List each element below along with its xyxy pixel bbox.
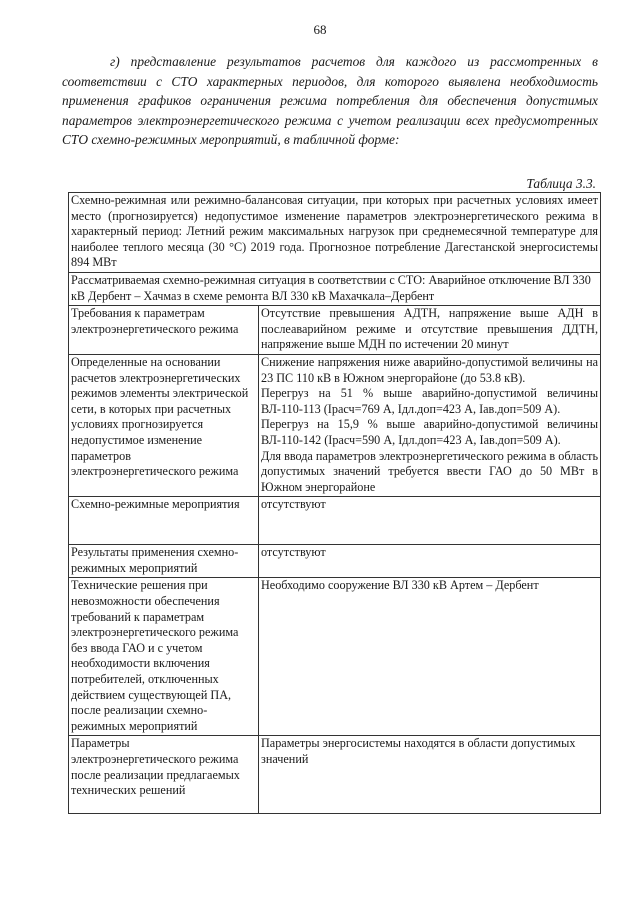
post-parameters-value: Параметры энергосистемы находятся в области допустимых значений [259, 736, 601, 814]
table-row-measures [69, 497, 601, 545]
intro-paragraph: г) представление результатов расчетов для каждого из рассмотренных в соответствии с СТО характерных периодов, для которого выявлена необходимость применения графиков ограничения режима потребления для обеспечения допустимых параметров электроэнергетического режима с учетом реализации всех предусмотренных СТО схемно-режимных мероприятий, в табличной форме: [62, 54, 598, 147]
results-table [68, 192, 601, 814]
results-label: Результаты применения схемно-режимных мероприятий [69, 545, 259, 578]
elements-label: Определенные на основании расчетов электроэнергетических режимов элементы электрической сети, в которых при расчетных условиях прогнозируется недопустимое изменение параметров электроэнергетического режима [69, 354, 259, 496]
table-row-results [69, 545, 601, 578]
situation-cell: Схемно-режимная или режимно-балансовая ситуации, при которых при расчетных условиях имеет место (прогнозируется) недопустимое изменение параметров электроэнергетического режима в характерный период: Летний режим максимальных нагрузок при среднемесячной температуре для наиболее теплого месяца (30 °С) 2019 года. Прогнозное потребление Дагестанской энергосистемы 894 МВт [69, 193, 601, 273]
table-row-considered [69, 272, 601, 305]
requirements-value: Отсутствие превышения АДТН, напряжение выше АДН в послеаварийном режиме и отсутствие превышения ДДТН, напряжение выше МДН по истечении 20 минут [259, 306, 601, 355]
elements-value-line: Перегруз на 15,9 % выше аварийно-допустимой величины ВЛ-110-142 (Iрасч=590 А, Iдл.доп=423 А, Iав.доп=509 А). [261, 417, 599, 447]
requirements-label: Требования к параметрам электроэнергетического режима [69, 306, 259, 355]
technical-solutions-value: Необходимо сооружение ВЛ 330 кВ Артем – Дербент [259, 578, 601, 736]
elements-value [259, 354, 601, 496]
page-number: 68 [313, 22, 327, 37]
table-row-requirements [69, 306, 601, 355]
table-row-elements [69, 354, 601, 496]
elements-value-line: Перегруз на 51 % выше аварийно-допустимой величины ВЛ-110-113 (Iрасч=769 А, Iдл.доп=423 А, Iав.доп=509 А). [261, 386, 599, 416]
table-row-technical-solutions [69, 578, 601, 736]
technical-solutions-label: Технические решения при невозможности обеспечения требований к параметрам электроэнергетического режима без ввода ГАО и с учетом необходимости включения потребителей, отключенных действием существующей ПА, после реализации схемно-режимных мероприятий [69, 578, 259, 736]
elements-value-line: Для ввода параметров электроэнергетического режима в область допустимых значений требуется ввести ГАО до 50 МВт в Южном энергорайоне [261, 448, 599, 494]
considered-situation-cell: Рассматриваемая схемно-режимная ситуация в соответствии с СТО: Аварийное отключение ВЛ 330 кВ Дербент – Хачмаз в схеме ремонта ВЛ 330 кВ Махачкала–Дербент [69, 272, 601, 305]
table-caption: Таблица 3.3. [526, 176, 596, 191]
measures-value: отсутствуют [259, 497, 601, 545]
results-value: отсутствуют [259, 545, 601, 578]
table-row-situation [69, 193, 601, 273]
post-parameters-label: Параметры электроэнергетического режима после реализации предлагаемых технических решений [69, 736, 259, 814]
table-row-post-parameters [69, 736, 601, 814]
measures-label: Схемно-режимные мероприятия [69, 497, 259, 545]
elements-value-line: Снижение напряжения ниже аварийно-допустимой величины на 23 ПС 110 кВ в Южном энергорайоне (до 53.8 кВ). [261, 354, 599, 385]
